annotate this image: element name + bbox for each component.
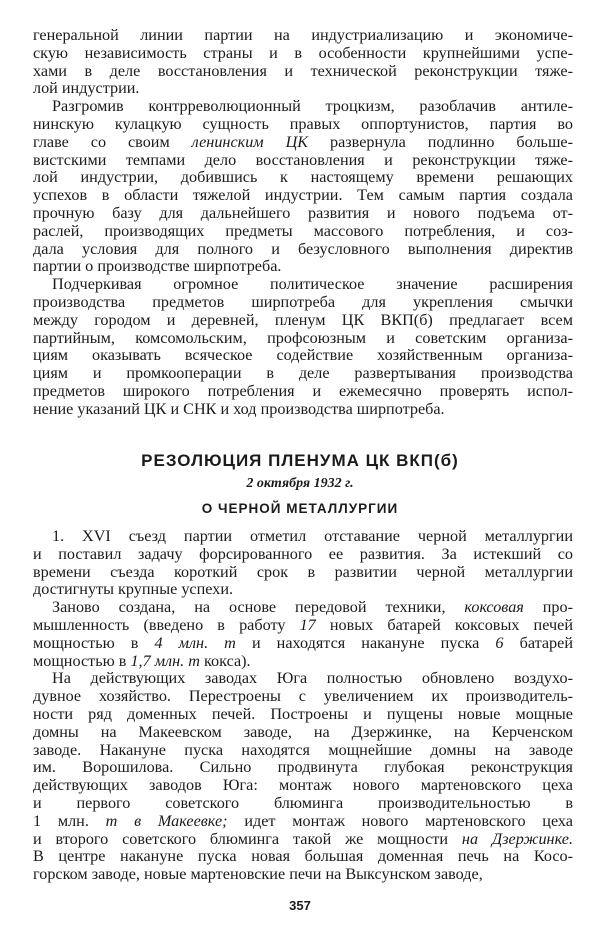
text-segment: и находятся накануне пуска [235,633,496,652]
text-line [33,134,573,152]
text-line [33,617,573,635]
text-line [33,258,573,276]
italic-text: на Дзержинке. [461,829,573,848]
text-line [33,223,573,241]
text-line [33,45,573,63]
body-text-bottom [33,528,573,884]
text-segment: партии о производстве ширпотреба. [33,257,282,276]
text-line [33,635,573,653]
text-line [33,330,573,348]
text-line [33,187,573,205]
text-line [33,383,573,401]
text-segment: ности ряд доменных печей. Построены и пущены новые мощные [33,704,573,723]
text-line [33,848,573,866]
text-line [33,724,573,742]
text-line [33,688,573,706]
text-line [33,294,573,312]
text-segment: времени съезда короткий срок в развитии черной металлургии [33,562,573,581]
text-line [33,866,573,884]
text-segment: генеральной линии партии на индустриализацию и экономиче- [33,26,573,44]
text-segment: партийным, комсомольским, профсоюзным и советским организа- [33,328,573,347]
text-segment: мощностью в [33,651,131,670]
text-segment: главе со своим [33,132,192,151]
text-segment: Разгромив контрреволюционный троцкизм, разоблачив антиле- [52,97,573,116]
text-segment: В центре накануне пуска новая большая доменная печь на Косо- [33,847,573,866]
italic-text: 17 [299,615,316,634]
text-segment: прочную базу для дальнейшего развития и нового подъема от- [33,203,573,222]
resolution-date: 2 октября 1932 г. [246,476,354,491]
text-line [33,795,573,813]
text-segment: и второго советского блюминга такой же мощности [33,829,462,848]
text-segment: дала условия для полного и безусловного выполнения директив [33,239,573,258]
text-segment: им. Ворошилова. Сильно продвинута глубокая реконструкция [33,758,573,777]
text-segment: предметов широкого потребления и ежемесячно проверять испол- [33,381,573,400]
text-segment: нение указаний ЦК и СНК и ход производства ширпотреба. [33,399,445,418]
text-segment: горском заводе, новые мартеновские печи на Выксунском заводе, [33,865,483,884]
italic-text: коксовая [464,598,524,617]
text-line [33,831,573,849]
text-segment: успехов в области тяжелой индустрии. Тем самым партия создала [33,186,573,205]
text-segment: хами в деле восстановления и технической реконструкции тяже- [33,61,573,80]
text-line [33,27,573,45]
text-segment: производства предметов ширпотреба для укрепления смычки [33,292,573,311]
text-line [33,98,573,116]
italic-text: ленинским ЦК [191,132,309,151]
text-segment: На действующих заводах Юга полностью обновлено воздухо- [52,669,573,688]
text-line [33,401,573,419]
text-line [33,742,573,760]
text-line [33,347,573,365]
text-segment: скую независимость страны и в особенности крупнейшими успе- [33,43,573,62]
text-segment: 1 млн. [33,811,106,830]
text-segment: действующих заводов Юга: монтаж нового мартеновского цеха [33,776,573,795]
text-segment: раслей, производящих предметы массового потребления, и соз- [33,221,573,240]
text-segment: новых батарей коксовых печей [315,615,573,634]
text-segment: кокса). [199,651,251,670]
page-number: 357 [289,898,311,913]
text-segment: домны на Макеевском заводе, на Дзержинке, на Керченском [33,722,573,741]
italic-text: т в Макеевке; [105,811,228,830]
italic-text: 6 [495,633,504,652]
text-line [33,759,573,777]
text-line [33,528,573,546]
italic-text: 4 млн. т [154,633,236,652]
text-segment: мышленность (введено в работу [33,615,300,634]
text-line [33,312,573,330]
text-line [33,116,573,134]
text-line [33,581,573,599]
text-line [33,564,573,582]
text-segment: про- [523,598,573,617]
text-line [33,670,573,688]
text-segment: батарей [503,633,573,652]
text-line [33,653,573,671]
text-segment: нинскую кулацкую сущность правых оппортунистов, партия во [33,114,573,133]
text-line [33,276,573,294]
text-line [33,706,573,724]
italic-text: 1,7 млн. т [130,651,200,670]
text-segment: развернула подлинно больше- [308,132,573,151]
section-subtitle: О ЧЕРНОЙ МЕТАЛЛУРГИИ [201,501,399,516]
text-line [33,169,573,187]
text-segment: дувное хозяйство. Перестроены с увеличением их производитель- [33,687,573,706]
text-segment: циям оказывать всяческое содействие хозяйственным организа- [33,346,573,365]
text-line [33,241,573,259]
text-segment: Подчеркивая огромное политическое значение расширения [52,275,573,294]
text-segment: между городом и деревней, пленум ЦК ВКП(б) предлагает всем [33,310,573,329]
text-line [33,152,573,170]
text-segment: Заново создана, на основе передовой техники, [52,598,465,617]
text-segment: лой индустрии. [33,79,140,98]
resolution-title: РЕЗОЛЮЦИЯ ПЛЕНУМА ЦК ВКП(б) [141,451,459,470]
text-segment: достигнуты крупные успехи. [33,580,234,599]
text-segment: идет монтаж нового мартеновского цеха [227,811,573,830]
text-line [33,80,573,98]
text-line [33,546,573,564]
text-segment: циям и промкооперации в деле развертывания производства [33,364,573,383]
text-line [33,777,573,795]
text-segment: лой индустрии, добившись к настоящему времени решающих [33,168,573,187]
text-segment: и поставил задачу форсированного ее развития. За истекший со [33,544,573,563]
text-segment: мощностью в [33,633,155,652]
text-segment: и первого советского блюминга производительностью в [33,793,573,812]
text-line [33,599,573,617]
text-line [33,63,573,81]
body-text-top [33,27,573,419]
text-segment: 1. XVI съезд партии отметил отставание черной металлургии [52,527,573,545]
text-line [33,365,573,383]
text-line [33,813,573,831]
text-segment: вистскими темпами дело восстановления и реконструкции тяже- [33,150,573,169]
text-segment: заводе. Накануне пуска находятся мощнейшие домны на заводе [33,740,573,759]
text-line [33,205,573,223]
